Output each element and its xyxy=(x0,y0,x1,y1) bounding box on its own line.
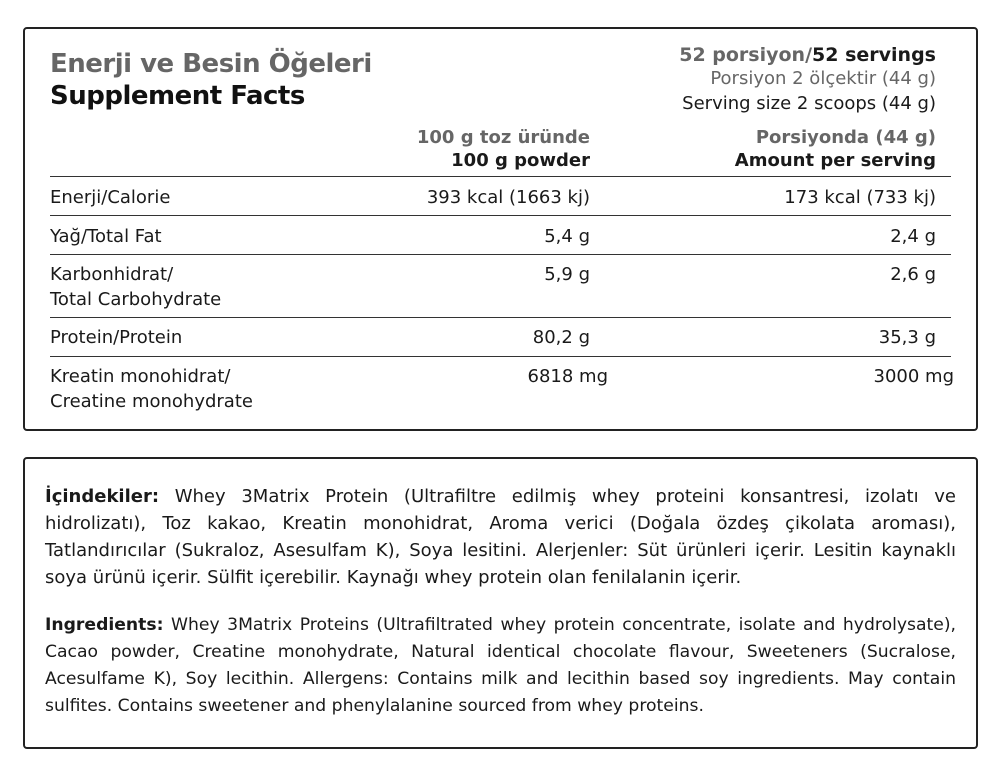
row-label-line-1: Kreatin monohidrat/ xyxy=(50,366,231,387)
column-header-per100-turkish: 100 g toz üründe xyxy=(416,127,590,148)
ingredients-turkish xyxy=(45,483,956,591)
divider xyxy=(50,317,951,318)
table-cell-per-serving: 3000 mg xyxy=(873,366,954,387)
table-cell-per100: 6818 mg xyxy=(527,366,608,387)
column-header-serving-english: Amount per serving xyxy=(734,150,936,171)
title-english: Supplement Facts xyxy=(50,81,305,111)
row-label-line-1: Yağ/Total Fat xyxy=(50,226,162,247)
servings-count xyxy=(679,44,936,66)
table-cell-per100: 5,4 g xyxy=(544,226,590,247)
ingredients-english xyxy=(45,612,956,720)
table-row-label xyxy=(50,185,380,210)
table-row-label xyxy=(50,325,380,350)
title-turkish: Enerji ve Besin Öğeleri xyxy=(50,49,372,79)
column-header-serving-turkish: Porsiyonda (44 g) xyxy=(755,127,936,148)
servings-english: 52 servings xyxy=(812,44,936,66)
column-header-per100-english: 100 g powder xyxy=(451,150,590,171)
row-label-line-1: Enerji/Calorie xyxy=(50,187,171,208)
divider xyxy=(50,176,951,177)
row-label-line-1: Protein/Protein xyxy=(50,327,183,348)
divider xyxy=(50,215,951,216)
table-row-label xyxy=(50,224,380,249)
table-cell-per-serving: 35,3 g xyxy=(878,327,936,348)
row-label-line-1: Karbonhidrat/ xyxy=(50,264,174,285)
divider xyxy=(50,356,951,357)
supplement-facts-panel xyxy=(23,27,978,431)
table-row-label xyxy=(50,262,380,312)
table-cell-per-serving: 173 kcal (733 kj) xyxy=(784,187,936,208)
divider xyxy=(50,254,951,255)
table-cell-per-serving: 2,4 g xyxy=(890,226,936,247)
ingredients-heading-turkish: İçindekiler: xyxy=(45,486,160,507)
serving-size-turkish: Porsiyon 2 ölçektir (44 g) xyxy=(710,68,936,89)
ingredients-text-english: Whey 3Matrix Proteins (Ultrafiltrated whey protein concentrate, isolate and hydrolysate), Cacao powder, Creatine monohydrate, Natural identical chocolate flavour, Sweeteners (Sucralose, Acesulfame K), Soy lecithin. Allergens: Contains milk and lecithin based soy ingredients. May contain sulfites. Contains sweetener and phenylalanine sourced from whey proteins. xyxy=(45,615,956,716)
row-label-line-2: Creatine monohydrate xyxy=(50,391,253,412)
row-label-line-2: Total Carbohydrate xyxy=(50,289,222,310)
table-row-label xyxy=(50,364,380,414)
servings-turkish: 52 porsiyon/ xyxy=(679,44,813,66)
ingredients-panel xyxy=(23,457,978,749)
table-cell-per100: 5,9 g xyxy=(544,264,590,285)
table-cell-per100: 80,2 g xyxy=(532,327,590,348)
table-cell-per-serving: 2,6 g xyxy=(890,264,936,285)
ingredients-heading-english: Ingredients: xyxy=(45,615,164,635)
table-cell-per100: 393 kcal (1663 kj) xyxy=(426,187,590,208)
serving-size-english: Serving size 2 scoops (44 g) xyxy=(682,93,936,114)
ingredients-text-turkish: Whey 3Matrix Protein (Ultrafiltre edilmiş whey proteini konsantresi, izolatı ve hidrolizatı), Toz kakao, Kreatin monohidrat, Aroma verici (Doğala özdeş çikolata aroması), Tatlandırıcılar (Sukraloz, Asesulfam K), Soya lesitini. Alerjenler: Süt ürünleri içerir. Lesitin kaynaklı soya ürünü içerir. Sülfit içerebilir. Kaynağı whey protein olan fenilalanin içerir. xyxy=(45,486,956,588)
